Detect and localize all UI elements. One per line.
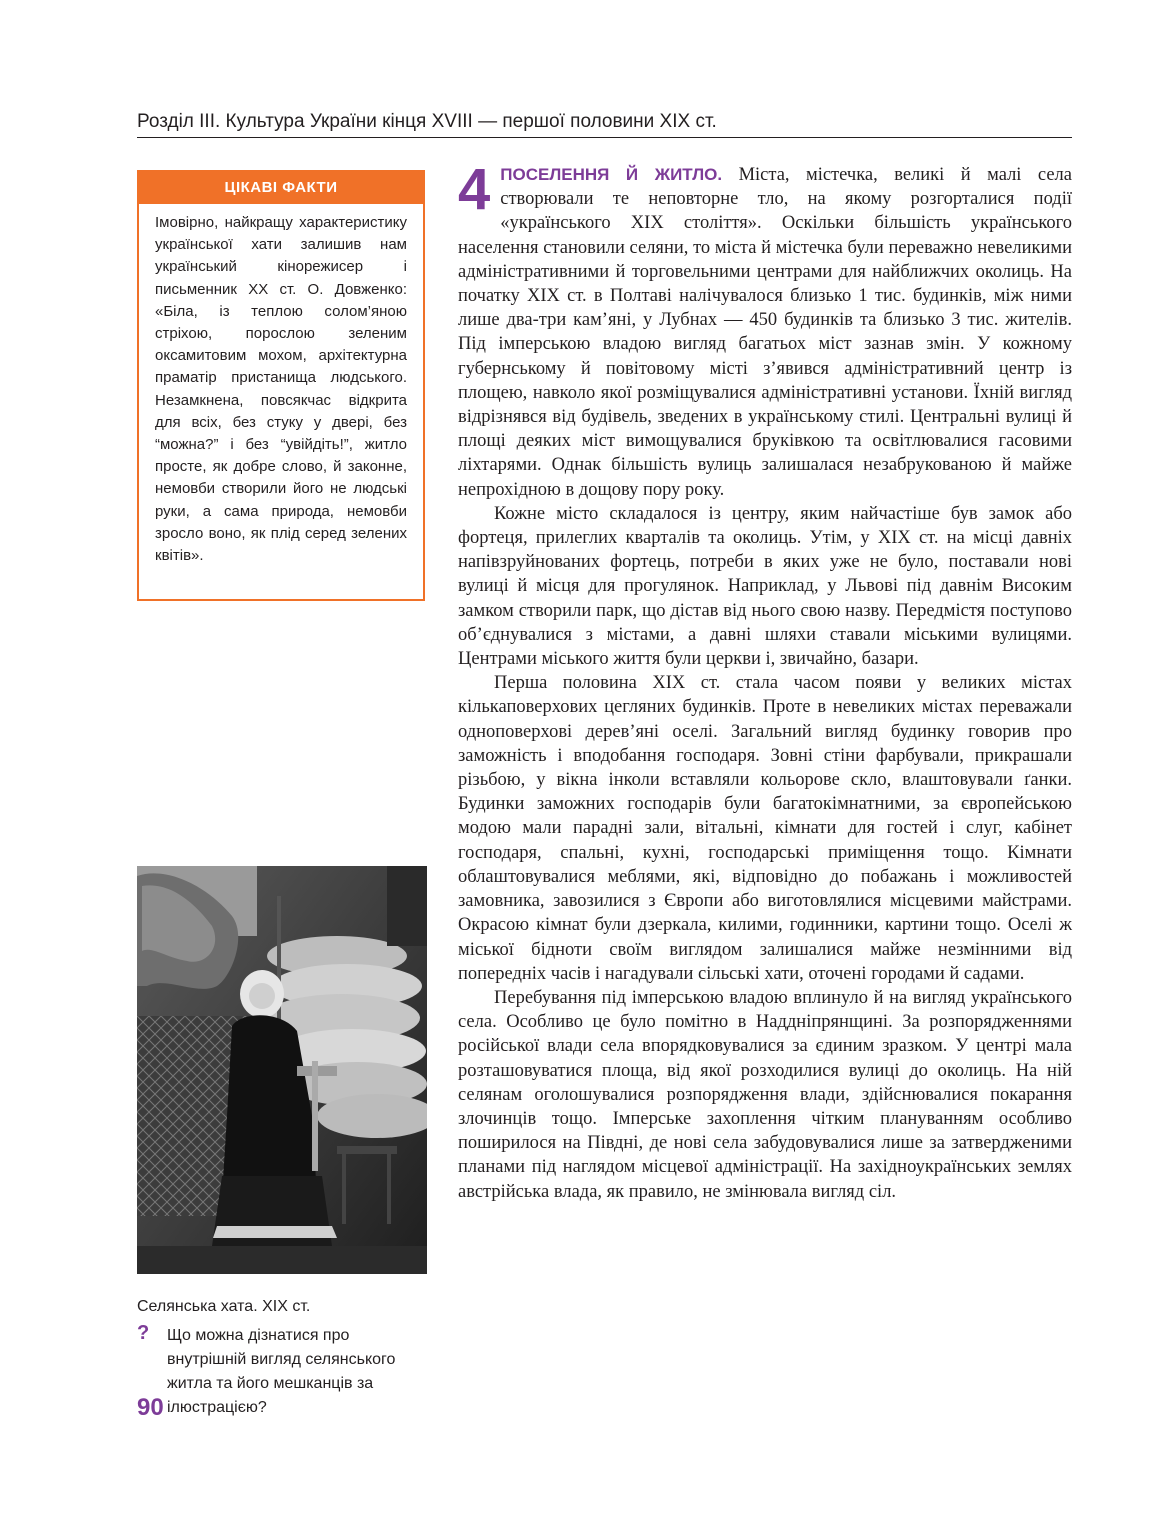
header-divider — [137, 137, 1072, 138]
paragraph-1 — [458, 157, 1073, 502]
paragraph-3: Перша половина XIX ст. стала часом появи у великих містах кількаповерхових цегляних будинків. Проте в невеликих містах переважали одноповерхові дерев’яні оселі. Загальний вигляд будинку говорив про заможність і вподобання господаря. Зовні стіни фарбували, прикрашали різьбою, у вікна інколи вставляли кольорове скло, влаштовували ґанки. Будинки заможних господарів були багатокімнатними, за європейською модою мали парадні зали, вітальні, кімнати для гостей і слуг, кабінет господаря, спальні, кухні, господарські приміщення тощо. Кімнати облаштовувалися меблями, які, відповідно до побажань і можливостей замовника, завозилися з Європи або виготовлялися місцевими майстрами. Окрасою кімнат були дзеркала, килими, годинники, картини тощо. Оселі ж міської бідноти своїм виглядом залишалися майже незмінними від попередніх часів і нагадували сільські хати, оточені городами й садами. — [458, 673, 1072, 984]
main-text — [458, 157, 1073, 1204]
question-icon: ? — [137, 1322, 150, 1344]
facts-title: ЦІКАВІ ФАКТИ — [139, 172, 423, 204]
page-number: 90 — [137, 1394, 164, 1421]
facts-text: Імовірно, найкращу характеристику української хати залишив нам український кінорежисер і письменник XX ст. О. Довженко: «Біла, із теплою солом’яною стріхою, порослою зеленим оксамитовим мохом, архітектурна праматір пристанища людського. Незамкнена, повсякчас відкрита для всіх, без стуку у двері, без “можна?” і без “увійдіть!”, житло просте, як добре слово, й законне, немовби створили його не людські руки, а сама природа, немовби зросло воно, як плід серед зелених квітів». — [155, 214, 407, 565]
section-number: 4 — [458, 157, 491, 222]
running-header: Розділ ІІІ. Культура України кінця XVIII — першої половини XIX ст. — [137, 111, 717, 132]
interesting-facts-box — [137, 170, 425, 601]
photo-illustration — [137, 866, 427, 1274]
figure-caption: Селянська хата. XIX ст. — [137, 1298, 311, 1315]
section-title: ПОСЕЛЕННЯ Й ЖИТЛО. — [500, 165, 723, 184]
paragraph-1-text: Міста, містечка, великі й малі села створювали те неповторне тло, на якому розгорталися події «українського XIX століття». Оскільки більшість українського населення становили селяни, то міста й містечка були переважно невеликими адміністративними й торговельними центрами для найближчих околиць. На початку XIX ст. в Полтаві налічувалося близько 1 тис. будинків, між ними лише два-три кам’яні, у Лубнах — 450 будинків та близько 3 тис. жителів. Під імперською владою вигляд багатьох міст зазнав змін. У кожному губернському й повітовому місті з’явився адміністративний центр із площею, навколо якої розміщувалися адміністративні установи. Їхній вигляд відрізнявся від будівель, зведених в українському стилі. Центральні вулиці й площі деяких міст вимощувалися бруківкою та освітлювалися гасовими ліхтарями. Однак більшість вулиць залишалася незабрукованою й майже непрохідною в дощову пору року. — [458, 165, 1073, 500]
peasant-house-photo — [137, 866, 427, 1274]
paragraph-4: Перебування під імперською владою вплинуло й на вигляд українського села. Особливо це було помітно в Наддніпрянщині. За розпорядженнями російської влади села впорядковувалися за єдиним зразком. У центрі мала розташовуватися площа, від якої розходилися вулиці до околиць. На ній селянам оголошувалися розпорядження влади, здійснювалися покарання злочинців тощо. Імперське захоплення чітким плануванням особливо поширилося на Півдні, де нові села забудовувалися лише за затвердженими планами під наглядом місцевої адміністрації. На західноукраїнських землях австрійська влада, як правило, не змінювала вигляд сіл. — [458, 987, 1072, 1202]
paragraph-2: Кожне місто складалося із центру, яким найчастіше був замок або фортеця, прилеглих кварталів та околиць. Утім, у XIX ст. на місці давніх напівзруйнованих фортець, потреби в яких уже не було, поставали нові вулиці й місця для прогулянок. Наприклад, у Львові під давнім Високим замком створили парк, що дістав від нього свою назву. Передмістя поступово об’єднувалися з містами, а давні шляхи ставали міськими вулицями. Центрами міського життя були церкви і, звичайно, базари. — [458, 503, 1072, 670]
figure-question: Що можна дізнатися про внутрішній вигляд селянського житла та його мешканців за ілюстрацією? — [167, 1327, 396, 1416]
